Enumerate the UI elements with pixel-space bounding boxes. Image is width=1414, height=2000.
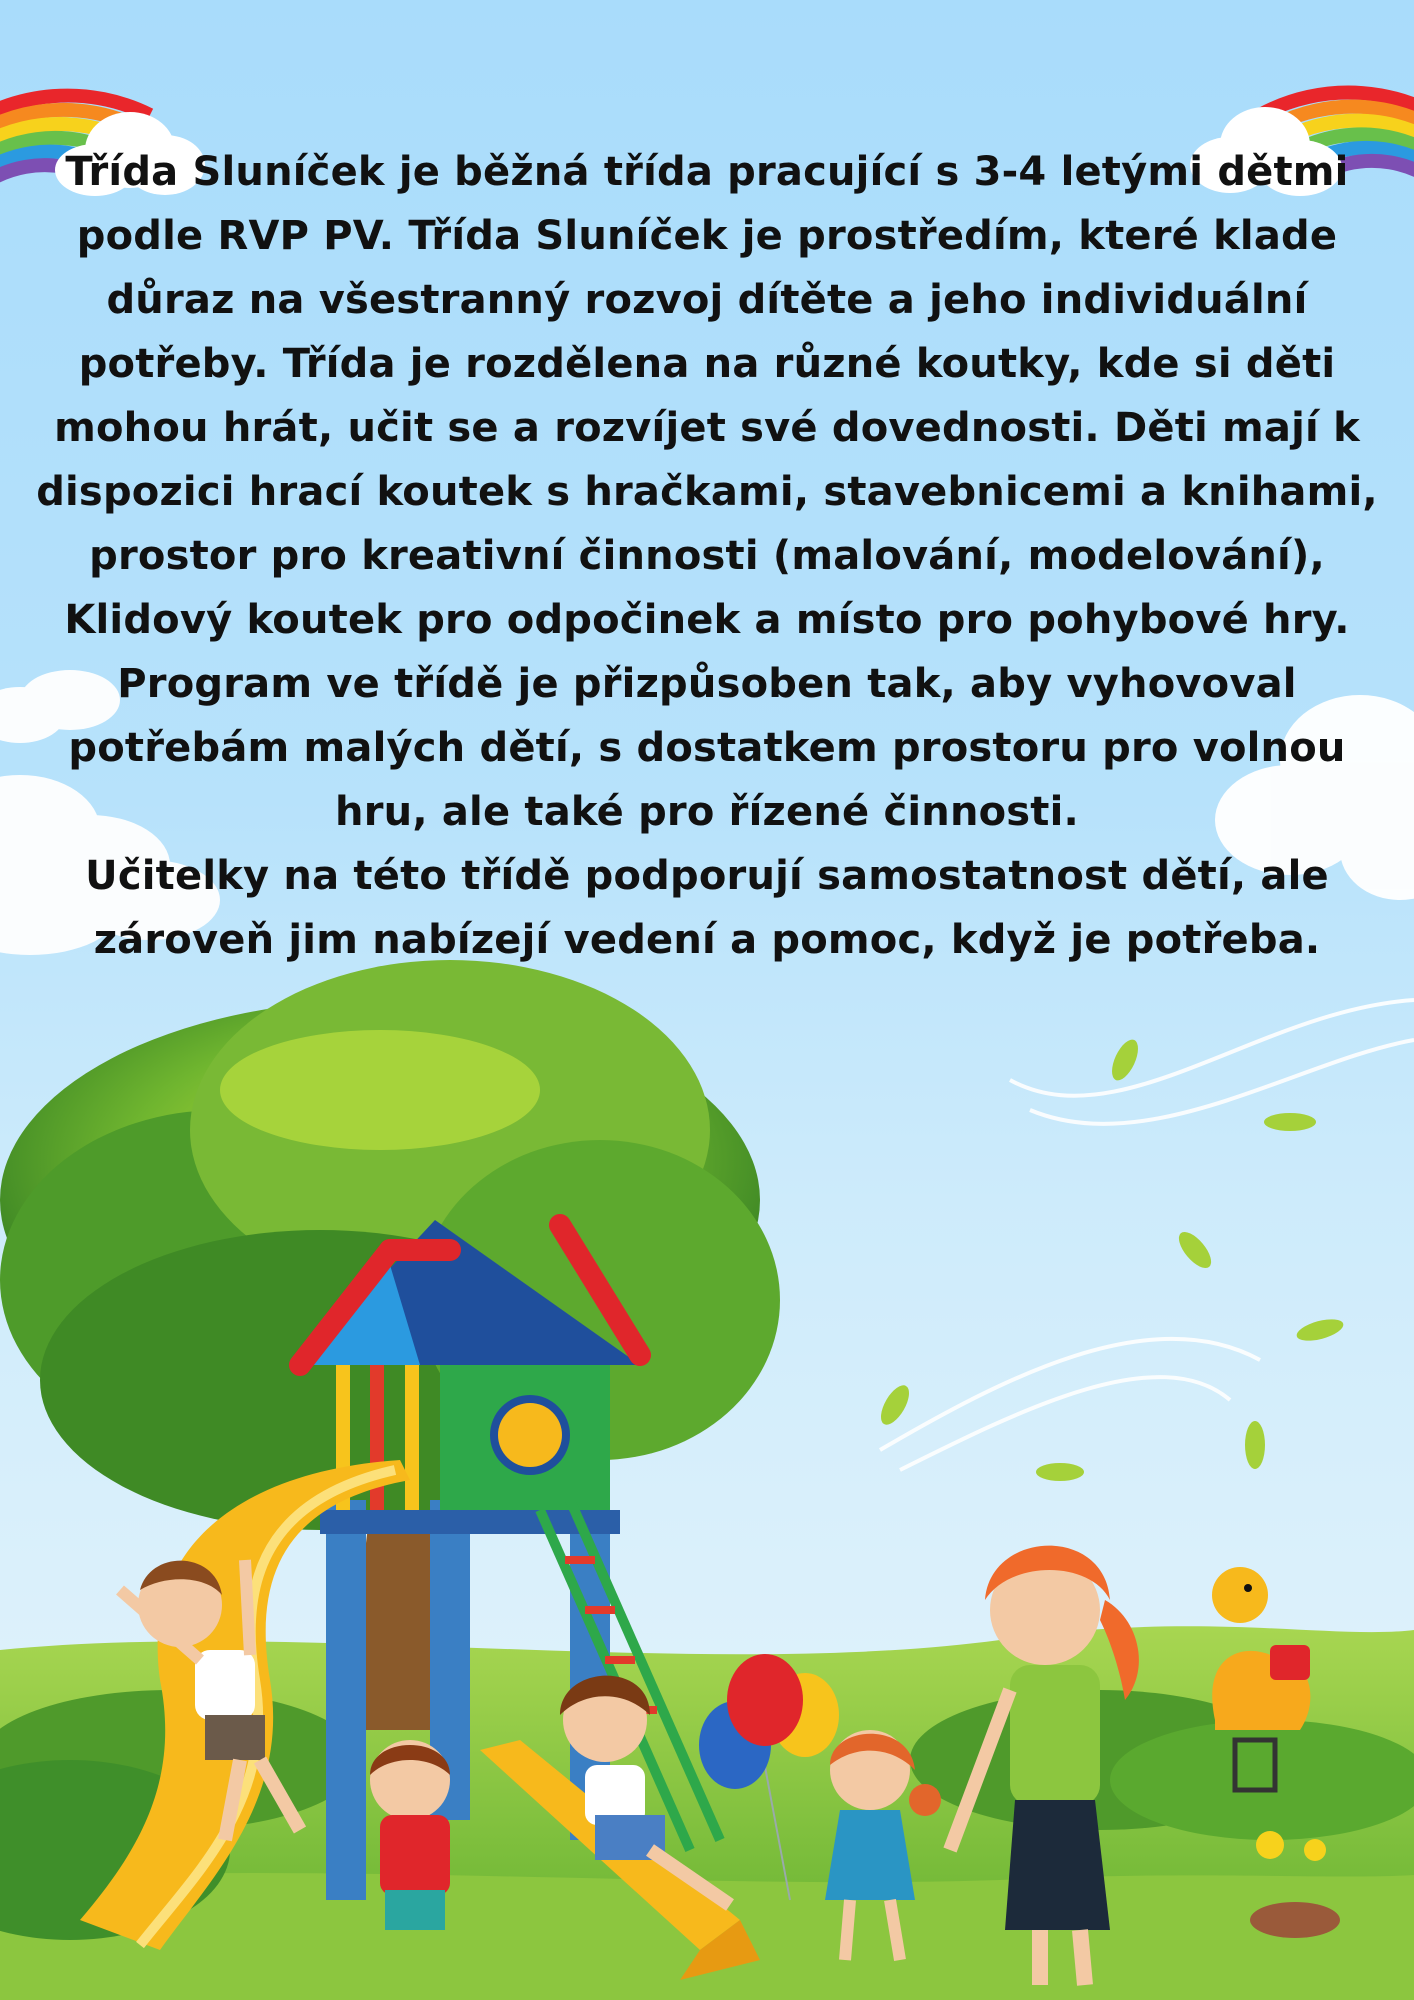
paragraph: Klidový koutek pro odpočinek a místo pro pohybové hry. Program ve třídě je přizpůsoben tak, aby vyhovoval potřebám malých dětí, s dostatkem prostoru pro volnou hru, ale také pro řízené činnosti.: [64, 597, 1350, 835]
intro-text: [30, 140, 1384, 972]
wind-swirl-icon: [880, 1000, 1414, 1470]
paragraph: Třída Sluníček je běžná třída pracující s 3-4 letými dětmi podle RVP PV. Třída Sluníček je prostředím, které klade důraz na všestranný rozvoj dítěte a jeho individuální potřeby. Třída je rozdělena na různé koutky, kde si děti mohou hrát, učit se a rozvíjet své dovednosti. Děti mají k dispozici hrací koutek s hračkami, stavebnicemi a knihami, prostor pro kreativní činnosti (malování, modelování),: [36, 149, 1378, 579]
paragraph: Učitelky na této třídě podporují samostatnost dětí, ale zároveň jim nabízejí vedení a pomoc, když je potřeba.: [85, 853, 1329, 963]
